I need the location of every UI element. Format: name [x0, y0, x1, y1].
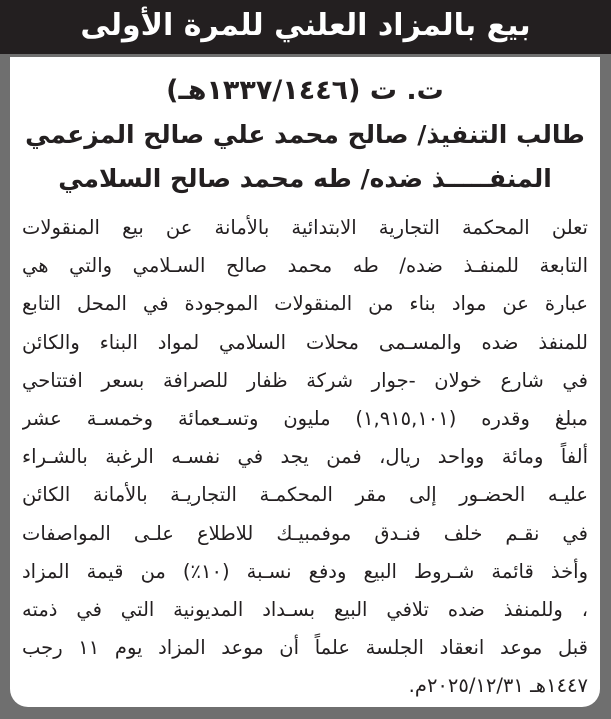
paragraph-line: في نقـم خلف فنـدق موفمبيـك للاطلاع علـى المواصفات [22, 521, 588, 545]
paragraph-line: مبلغ وقدره (١,٩١٥,١٠١) مليون وتسـعمائة وخمسـة عشر [22, 406, 588, 430]
defendant-line: المنفـــــذ ضده/ طه محمد صالح السلامي [58, 164, 552, 193]
paragraph-line: للمنفذ ضده والمسـمى محلات السلامي لمواد البناء والكائن [22, 330, 588, 354]
paragraph-line: التابعة للمنفـذ ضده/ طه محمد صالح السـلامي والتي هي [22, 254, 588, 278]
paragraph-line: في شارع خولان -جوار شركة ظفار للصرافة بسعر افتتاحي [22, 368, 588, 392]
paragraph-line: وأخذ قائمة شـروط البيع ودفع نسـبة (١٠٪) من قيمة المزاد [22, 559, 588, 583]
notice-paragraph [22, 209, 588, 705]
paragraph-line: ألفاً ومائة وواحد ريال، فمن يجد في نفسـه الرغبة بالشـراء [22, 445, 588, 469]
paragraph-line: تعلن المحكمة التجارية الابتدائية بالأمانة عن بيع المنقولات [22, 216, 588, 239]
notice-title: بيع بالمزاد العلني للمرة الأولى [80, 8, 531, 43]
claimant-line: طالب التنفيذ/ صالح محمد علي صالح المزعمي [25, 120, 585, 149]
paragraph-line: عبارة عن مواد بناء من المنقولات الموجودة في المحل التابع [22, 292, 588, 316]
notice-body [10, 57, 600, 707]
paragraph-line: ، وللمنفذ ضده تلافي البيع بسـداد المديونية التي في ذمته [22, 597, 588, 621]
paragraph-line: عليـه الحضـور إلى مقر المحكمـة التجاريـة بالأمانة الكائن [22, 483, 588, 507]
notice-header [0, 0, 611, 54]
case-reference: ت. ت (١٣٣٧/١٤٤٦هـ) [166, 75, 444, 106]
paragraph-line: قبل موعد انعقاد الجلسة علماً أن موعد المزاد يوم ١١ رجب [22, 636, 588, 660]
paragraph-line-date: ١٤٤٧هـ ٢٠٢٥/١٢/٣١م. [408, 674, 588, 698]
